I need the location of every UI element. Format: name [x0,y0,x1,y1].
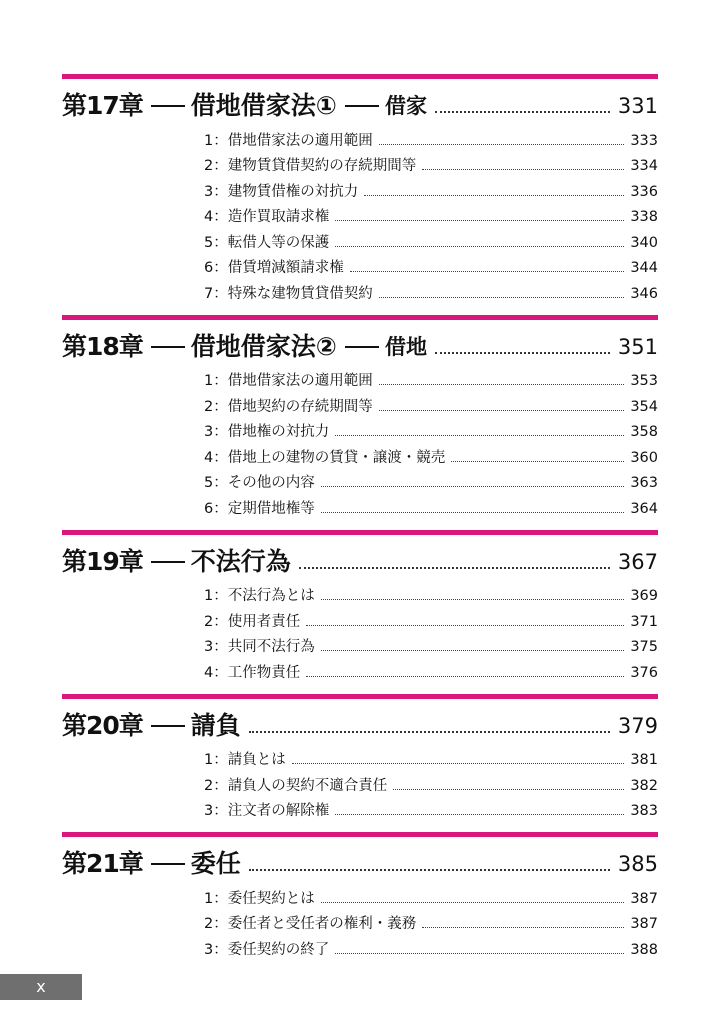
section-label: 1：借地借家法の適用範囲 [204,373,373,389]
section-entry[interactable] [204,746,658,772]
chapter-page-number: 379 [617,713,658,738]
dot-leader [379,144,625,145]
section-entry[interactable] [204,935,658,961]
section-entry[interactable] [204,658,658,684]
section-page-number: 358 [630,424,658,440]
table-of-contents [62,74,658,971]
chapter-block [62,694,658,823]
dot-leader [249,869,610,871]
section-label: 4：借地上の建物の賃貸・譲渡・競売 [204,449,446,466]
chapter-heading[interactable] [62,837,658,881]
dot-leader [335,435,624,436]
dot-leader [335,246,624,247]
section-entry[interactable] [204,279,658,305]
dot-leader [350,271,625,272]
dot-leader [422,927,624,928]
dot-leader [364,195,624,196]
dot-leader [321,486,625,487]
section-label: 1：借地借家法の適用範囲 [204,132,373,149]
dot-leader [292,763,625,764]
section-entry[interactable] [204,582,658,608]
section-label: 2：借地契約の存続期間等 [204,398,373,415]
dot-leader [393,789,624,790]
section-entry[interactable] [204,469,658,495]
section-label: 3：借地権の対抗力 [204,424,330,440]
section-page-number: 336 [630,183,658,200]
chapter-block [62,74,658,305]
section-list [62,582,658,684]
dot-leader [435,111,610,113]
section-label: 2：委任者と受任者の権利・義務 [204,916,417,932]
section-page-number: 387 [630,890,658,907]
section-page-number: 338 [630,209,658,225]
section-label: 4：造作買取請求権 [204,209,330,225]
section-page-number: 383 [630,803,658,819]
title-dash [151,863,185,865]
section-entry[interactable] [204,367,658,393]
section-label: 4：工作物責任 [204,664,301,681]
section-entry[interactable] [204,494,658,520]
section-label: 6：定期借地権等 [204,500,315,517]
dot-leader [321,902,625,903]
section-label: 2：使用者責任 [204,613,301,630]
dot-leader [306,676,624,677]
section-entry[interactable] [204,177,658,203]
section-page-number: 360 [630,449,658,466]
chapter-block [62,530,658,684]
chapter-title: 請負 [190,710,241,740]
section-page-number: 340 [630,234,658,251]
chapter-title: 委任 [190,849,241,878]
section-label: 5：その他の内容 [204,475,315,491]
section-page-number: 369 [630,588,658,604]
dot-leader [379,410,625,411]
section-label: 7：特殊な建物賃貸借契約 [204,285,373,302]
section-entry[interactable] [204,418,658,444]
dot-leader [335,220,624,221]
section-page-number: 387 [630,916,658,932]
chapter-page-number: 351 [617,334,658,359]
section-page-number: 353 [630,373,658,389]
section-page-number: 381 [630,752,658,768]
chapter-title: 不法行為 [190,546,291,576]
chapter-block [62,832,658,961]
chapter-page-number: 385 [617,852,658,876]
title-dash [151,725,185,727]
chapter-title: 借地借家法① [190,91,337,120]
dot-leader [321,650,625,651]
title-dash [151,561,185,563]
section-entry[interactable] [204,392,658,418]
dot-leader [249,731,610,733]
section-label: 1：請負とは [204,752,286,768]
section-page-number: 334 [630,158,658,174]
section-entry[interactable] [204,797,658,823]
dot-leader [379,297,625,298]
section-page-number: 388 [630,941,658,958]
subtitle-dash [345,105,379,107]
section-label: 2：建物賃貸借契約の存続期間等 [204,158,417,174]
title-dash [151,346,185,348]
section-entry[interactable] [204,771,658,797]
chapter-block [62,315,658,520]
section-label: 1：委任契約とは [204,890,315,907]
section-page-number: 364 [630,500,658,517]
chapter-page-number: 367 [617,549,658,574]
dot-leader [451,461,624,462]
section-label: 3：注文者の解除権 [204,803,330,819]
chapter-number: 第21章 [62,849,143,878]
chapter-number: 第19章 [62,546,143,576]
section-entry[interactable] [204,152,658,178]
dot-leader [335,814,624,815]
chapter-title: 借地借家法② [190,331,337,361]
dot-leader [306,625,624,626]
section-list [62,367,658,520]
section-page-number: 354 [630,398,658,415]
section-label: 2：請負人の契約不適合責任 [204,777,388,794]
chapter-heading[interactable] [62,699,658,743]
section-entry[interactable] [204,203,658,229]
section-entry[interactable] [204,910,658,936]
section-page-number: 344 [630,260,658,276]
section-page-number: 375 [630,639,658,655]
section-label: 3：委任契約の終了 [204,941,330,958]
section-label: 3：建物賃借権の対抗力 [204,183,359,200]
section-entry[interactable] [204,607,658,633]
chapter-subtitle: 借地 [384,334,427,359]
dot-leader [299,567,610,569]
section-page-number: 382 [630,777,658,794]
section-entry[interactable] [204,443,658,469]
section-page-number: 363 [630,475,658,491]
dot-leader [335,953,624,954]
chapter-number: 第20章 [62,710,143,740]
subtitle-dash [345,346,379,348]
section-entry[interactable] [204,884,658,910]
section-entry[interactable] [204,126,658,152]
section-label: 5：転借人等の保護 [204,234,330,251]
section-list [62,746,658,823]
section-label: 1：不法行為とは [204,588,315,604]
section-entry[interactable] [204,228,658,254]
chapter-heading[interactable] [62,320,658,364]
chapter-heading[interactable] [62,79,658,123]
section-entry[interactable] [204,254,658,280]
chapter-subtitle: 借家 [384,94,427,118]
title-dash [151,105,185,107]
page-number-badge: x [0,974,82,1000]
section-page-number: 376 [630,664,658,681]
section-list [62,126,658,305]
chapter-heading[interactable] [62,535,658,579]
section-entry[interactable] [204,633,658,659]
dot-leader [379,384,625,385]
dot-leader [435,352,610,354]
dot-leader [422,169,624,170]
chapter-number: 第17章 [62,91,143,120]
dot-leader [321,512,625,513]
section-label: 3：共同不法行為 [204,639,315,655]
section-label: 6：借賃増減額請求権 [204,260,344,276]
section-page-number: 333 [630,132,658,149]
chapter-number: 第18章 [62,331,143,361]
dot-leader [321,599,625,600]
chapter-page-number: 331 [617,94,658,118]
section-page-number: 371 [630,613,658,630]
section-list [62,884,658,961]
section-page-number: 346 [630,285,658,302]
